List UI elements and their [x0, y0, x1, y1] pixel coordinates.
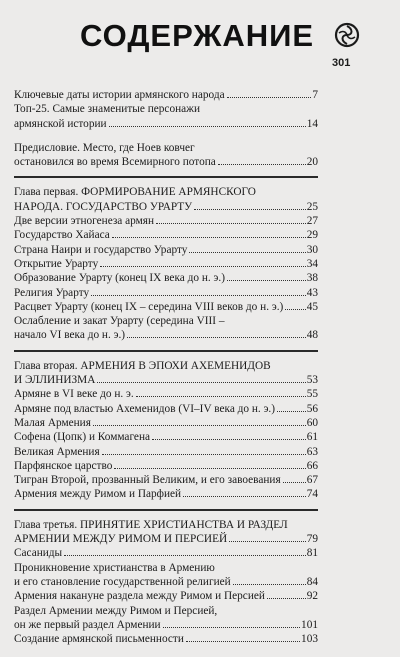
toc-entry-title: Малая Армения	[14, 416, 91, 429]
page-number: 301	[332, 57, 351, 69]
toc-entry-line: Предисловие. Место, где Ноев ковчег	[14, 141, 195, 154]
toc-entry-row	[14, 88, 318, 102]
toc-page-number: 101	[301, 618, 318, 631]
toc-page-number: 63	[306, 445, 318, 458]
toc-entry	[14, 214, 318, 228]
dot-leader	[109, 126, 306, 127]
toc-entry-title: Создание армянской письменности	[14, 633, 184, 646]
toc-entry-title: Армяне в VI веке до н. э.	[14, 388, 134, 401]
toc-entry-title: Две версии этногенеза армян	[14, 215, 155, 228]
toc-page-number: 55	[306, 388, 318, 401]
toc-page-number: 103	[301, 633, 318, 646]
toc-entry-line: Раздел Армении между Римом и Персией,	[14, 604, 218, 617]
toc-page-number: 29	[306, 229, 318, 242]
toc-entry	[14, 402, 318, 416]
toc-page-number: 45	[306, 300, 318, 313]
dot-leader	[64, 555, 306, 556]
dot-leader	[186, 641, 300, 642]
toc-entry	[14, 473, 318, 487]
dot-leader	[189, 252, 305, 253]
toc-entry	[14, 518, 318, 547]
toc-entry-row	[14, 228, 318, 242]
toc-entry	[14, 387, 318, 401]
toc-page-number: 81	[306, 547, 318, 560]
toc-entry-title: Армения между Римом и Парфией	[14, 488, 182, 501]
dot-leader	[156, 223, 306, 224]
toc-entry-row	[14, 257, 318, 271]
dot-leader	[93, 425, 306, 426]
toc-page-number: 43	[306, 286, 318, 299]
dot-leader	[227, 280, 306, 281]
toc-entry	[14, 228, 318, 242]
toc-entry-title: начало VI века до н. э.)	[14, 329, 126, 342]
toc-entry-row	[14, 402, 318, 416]
toc-entry-row	[14, 575, 318, 589]
toc-entry-line: Ослабление и закат Урарту (середина VIII –	[14, 315, 225, 328]
toc-page-number: 56	[306, 402, 318, 415]
toc-entry-line: Проникновение христианства в Армению	[14, 561, 215, 574]
toc-entry-title: Армения накануне раздела между Римом и Персией	[14, 590, 265, 603]
toc-entry-line: Глава первая. ФОРМИРОВАНИЕ АРМЯНСКОГО	[14, 186, 256, 199]
toc-entry-title: и его становление государственной религией	[14, 575, 231, 588]
toc-entry	[14, 88, 318, 102]
toc-entry-title: остановился во время Всемирного потопа	[14, 156, 216, 169]
toc-entry-row	[14, 300, 318, 314]
toc-entry	[14, 185, 318, 214]
toc-entry-row	[14, 117, 318, 131]
toc-entry-title: Софена (Цопк) и Коммагена	[14, 431, 151, 444]
toc-page-number: 67	[306, 474, 318, 487]
toc-entry-row	[14, 387, 318, 401]
dot-leader	[127, 337, 306, 338]
toc-entry-row	[14, 286, 318, 300]
toc-entry	[14, 632, 318, 646]
toc-entry-row	[14, 589, 318, 603]
toc-entry-title: Государство Хайаса	[14, 229, 110, 242]
toc-entry	[14, 359, 318, 388]
toc-entry-row	[14, 632, 318, 646]
toc-entry-title: Сасаниды	[14, 547, 63, 560]
toc-entry-title: АРМЕНИИ МЕЖДУ РИМОМ И ПЕРСИЕЙ	[14, 533, 228, 546]
section-divider	[14, 509, 318, 511]
toc-entry	[14, 487, 318, 501]
dot-leader	[218, 164, 306, 165]
toc-entry	[14, 604, 318, 633]
toc-entry	[14, 445, 318, 459]
toc-entry-title: Религия Урарту	[14, 286, 90, 299]
toc-page-number: 84	[306, 575, 318, 588]
toc-page-number: 30	[306, 243, 318, 256]
toc-entry-title: Расцвет Урарту (конец IX – середина VIII веков до н. э.)	[14, 300, 284, 313]
toc-page-number: 79	[306, 533, 318, 546]
toc-entry-title: Великая Армения	[14, 445, 100, 458]
dot-leader	[277, 411, 306, 412]
toc-entry	[14, 243, 318, 257]
toc-entry-row	[14, 328, 318, 342]
toc-entry-row	[14, 200, 318, 214]
dot-leader	[285, 309, 305, 310]
toc-page-number: 25	[306, 200, 318, 213]
publisher-logo-icon	[334, 22, 360, 48]
dot-leader	[152, 439, 306, 440]
toc-entry-title: Армяне под властью Ахеменидов (VI–IV века до н. э.)	[14, 402, 276, 415]
toc-entry-row	[14, 618, 318, 632]
toc-page-number: 61	[306, 431, 318, 444]
toc-entry-row	[14, 487, 318, 501]
toc-page-number: 92	[306, 590, 318, 603]
toc-page-number: 34	[306, 257, 318, 270]
dot-leader	[91, 295, 306, 296]
dot-leader	[97, 382, 305, 383]
dot-leader	[112, 237, 306, 238]
toc-entry-row	[14, 373, 318, 387]
toc-entry-line: Глава вторая. АРМЕНИЯ В ЭПОХИ АХЕМЕНИДОВ	[14, 359, 271, 372]
toc-page-number: 53	[306, 374, 318, 387]
toc-entry-row	[14, 546, 318, 560]
toc-entry-row	[14, 459, 318, 473]
section-divider	[14, 176, 318, 178]
toc-page-number: 7	[312, 89, 318, 101]
toc-entry	[14, 546, 318, 560]
toc-entry	[14, 300, 318, 314]
page-title: СОДЕРЖАНИЕ	[80, 18, 315, 53]
toc-entry	[14, 416, 318, 430]
toc-entry-row	[14, 532, 318, 546]
toc-entry	[14, 589, 318, 603]
dot-leader	[114, 468, 305, 469]
toc-entry	[14, 459, 318, 473]
toc-entry	[14, 141, 318, 170]
toc-entry	[14, 257, 318, 271]
toc-page-number: 66	[306, 459, 318, 472]
dot-leader	[136, 396, 306, 397]
toc-entry-title: армянской истории	[14, 117, 107, 130]
toc-entry-row	[14, 445, 318, 459]
toc-entry-row	[14, 473, 318, 487]
toc-entry-title: И ЭЛЛИНИЗМА	[14, 374, 96, 387]
toc-entry-line: Топ-25. Самые знаменитые персонажи	[14, 103, 201, 116]
dot-leader	[183, 496, 306, 497]
toc-entry-title: он же первый раздел Армении	[14, 618, 161, 631]
toc-entry	[14, 430, 318, 444]
dot-leader	[163, 627, 300, 628]
toc-entry-row	[14, 214, 318, 228]
section-divider	[14, 350, 318, 352]
dot-leader	[233, 584, 306, 585]
toc-page-number: 38	[306, 272, 318, 285]
toc-entry-title: НАРОДА. ГОСУДАРСТВО УРАРТУ	[14, 200, 193, 213]
toc-page-number: 20	[306, 156, 318, 169]
toc-page-number: 74	[306, 488, 318, 501]
table-of-contents	[14, 88, 318, 646]
dot-leader	[283, 482, 306, 483]
toc-entry-title: Открытие Урарту	[14, 257, 99, 270]
toc-entry-row	[14, 155, 318, 169]
toc-page-number: 60	[306, 416, 318, 429]
toc-entry-row	[14, 271, 318, 285]
toc-entry-title: Парфянское царство	[14, 459, 113, 472]
toc-entry-title: Образование Урарту (конец IX века до н. э.)	[14, 272, 225, 285]
toc-entry	[14, 102, 318, 131]
toc-entry-title: Страна Наири и государство Урарту	[14, 243, 188, 256]
toc-page-number: 48	[306, 329, 318, 342]
dot-leader	[100, 266, 305, 267]
toc-entry-line: Глава третья. ПРИНЯТИЕ ХРИСТИАНСТВА И РАЗДЕЛ	[14, 518, 288, 531]
toc-entry-row	[14, 243, 318, 257]
toc-entry	[14, 561, 318, 590]
dot-leader	[229, 541, 306, 542]
toc-entry	[14, 314, 318, 343]
toc-entry	[14, 271, 318, 285]
dot-leader	[267, 598, 306, 599]
toc-entry	[14, 286, 318, 300]
dot-leader	[227, 97, 312, 98]
toc-entry-row	[14, 416, 318, 430]
toc-entry-title: Тигран Второй, прозванный Великим, и его завоевания	[14, 474, 281, 487]
spacer	[14, 131, 318, 141]
dot-leader	[102, 454, 306, 455]
toc-entry-title: Ключевые даты истории армянского народа	[14, 89, 225, 101]
dot-leader	[194, 209, 306, 210]
toc-page-number: 27	[306, 215, 318, 228]
toc-page-number: 14	[306, 117, 318, 130]
toc-entry-row	[14, 430, 318, 444]
